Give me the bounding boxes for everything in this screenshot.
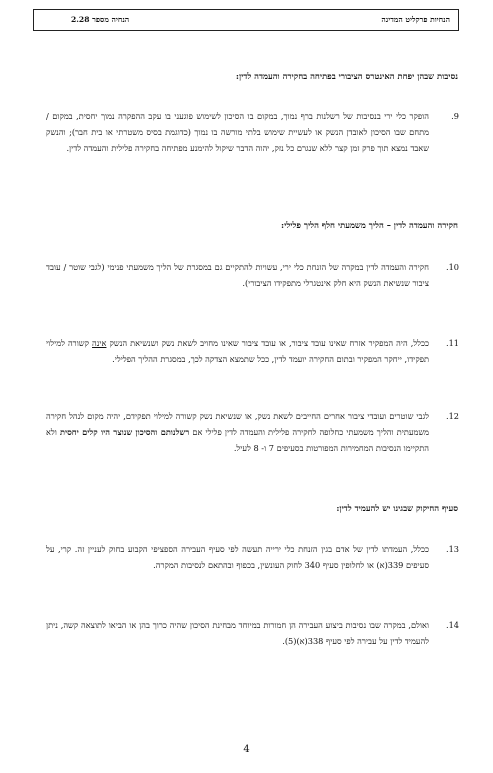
paragraph-text-part: ככלל, היה המפקיר אזרח שאינו עובד ציבור, או עובד ציבור שאינו מחויב לשאת נשק ושנשיאת הנשק (106, 338, 429, 348)
paragraph-9 (46, 108, 458, 157)
paragraph-number: 14. (445, 620, 459, 630)
paragraph-number: 13. (445, 544, 459, 554)
paragraph-10 (46, 259, 458, 291)
paragraph-text-part: ולא התקיימו הנסיבות המחמירות המפורטות בסעיפים 7 ו- 8 לעיל. (46, 427, 429, 454)
paragraph-number: 9. (451, 111, 459, 121)
bold-phrase: רשלנותם והסיכון שנוצר היו קלים יחסית (59, 427, 190, 438)
section-title-reduced-interest: נסיבות שבהן יפחת האינטרס הציבורי בפתיחה בחקירה והעמדה לדין: (235, 71, 458, 81)
paragraph-text (46, 335, 429, 367)
underlined-word: אינה (92, 338, 107, 348)
paragraph-text-part: לגבי שוטרים ועובדי ציבור אחרים החייבים לשאת נשק, או שנשיאת נשק קשורה למילוי תפקידם, יהיה מקום לנהל חקירה משמעתית והליך משמעתי כחלופה לחקירה פלילית והעמדה לדין פלילי אם (46, 411, 429, 438)
paragraph-number: 10. (445, 262, 459, 272)
paragraph-text: הופקר כלי ירי בנסיבות של רשלנות ברף נמוך, במקום בו הסיכון לשימוש פוגעני בו עקב ההפקרה נמוך יחסית, במקום / מתחם שבו הסיכון לאובדן הנשק או לעשיית שימוש בלתי מורשה בו נמוך (כדוגמת בסיס משטרתי או בית חבר); והנשק שאבד נמצא תוך פרק זמן קצר ללא שנגרם כל נזק, יהוה הדבר שיקול להימנע מפתיחה בחקירה פלילית והעמדה לדין. (46, 111, 429, 154)
section-title-disciplinary: חקירה והעמדה לדין – הליך משמעתי חלף הליך פלילי: (281, 220, 458, 230)
page-number: 4 (243, 744, 250, 755)
paragraph-number: 12. (445, 411, 459, 421)
paragraph-text (46, 408, 429, 457)
header-directive-number: הנחיה מספר 2.28 (71, 15, 130, 24)
paragraph-11 (46, 335, 458, 367)
paragraph-14 (46, 617, 458, 649)
paragraph-text: ואולם, במקרה שבו נסיבות ביצוע העבירה הן חמורות במיוחד מבחינת הסיכון שהיה כרוך בהן או הביאו לתוצאה קשה, ניתן להעמיד לדין על עבירה לפי סעיף 338(א)(5). (46, 620, 429, 647)
paragraph-13 (46, 541, 458, 573)
paragraph-text-part: קשורה למילוי תפקידו, ייחקר המפקיר ובתום החקירה יועמד לדין, ככל שתמצא הצדקה לכך, במסגרת ההליך הפלילי. (46, 338, 429, 365)
paragraph-text: ככלל, העמדתו לדין של אדם בגין הזנחת כלי ירייה תעשה לפי סעיף העבירה הספציפי הקבוע בחוק לעניין זה. קרי, על סעיפים 339(א) או לחלופין סעיף 340 לחוק העונשין, בכפוף ובהתאם לנסיבות המקרה. (46, 544, 429, 571)
page-header (33, 9, 459, 31)
paragraph-12 (46, 408, 458, 457)
section-title-statute: סעיף החיקוק שבגינו יש להעמיד לדין: (336, 503, 458, 513)
paragraph-number: 11. (445, 338, 459, 348)
paragraph-text: חקירה והעמדה לדין במקרה של הזנחת כלי ירי, עשויות להתקיים גם במסגרת של הליך משמעתי פנימי (לגבי שוטר / עובד ציבור שנשיאת הנשק היא חלק אינטגרלי מתפקידו הציבורי). (46, 262, 429, 289)
header-title: הנחיות פרקליט המדינה (381, 15, 450, 24)
